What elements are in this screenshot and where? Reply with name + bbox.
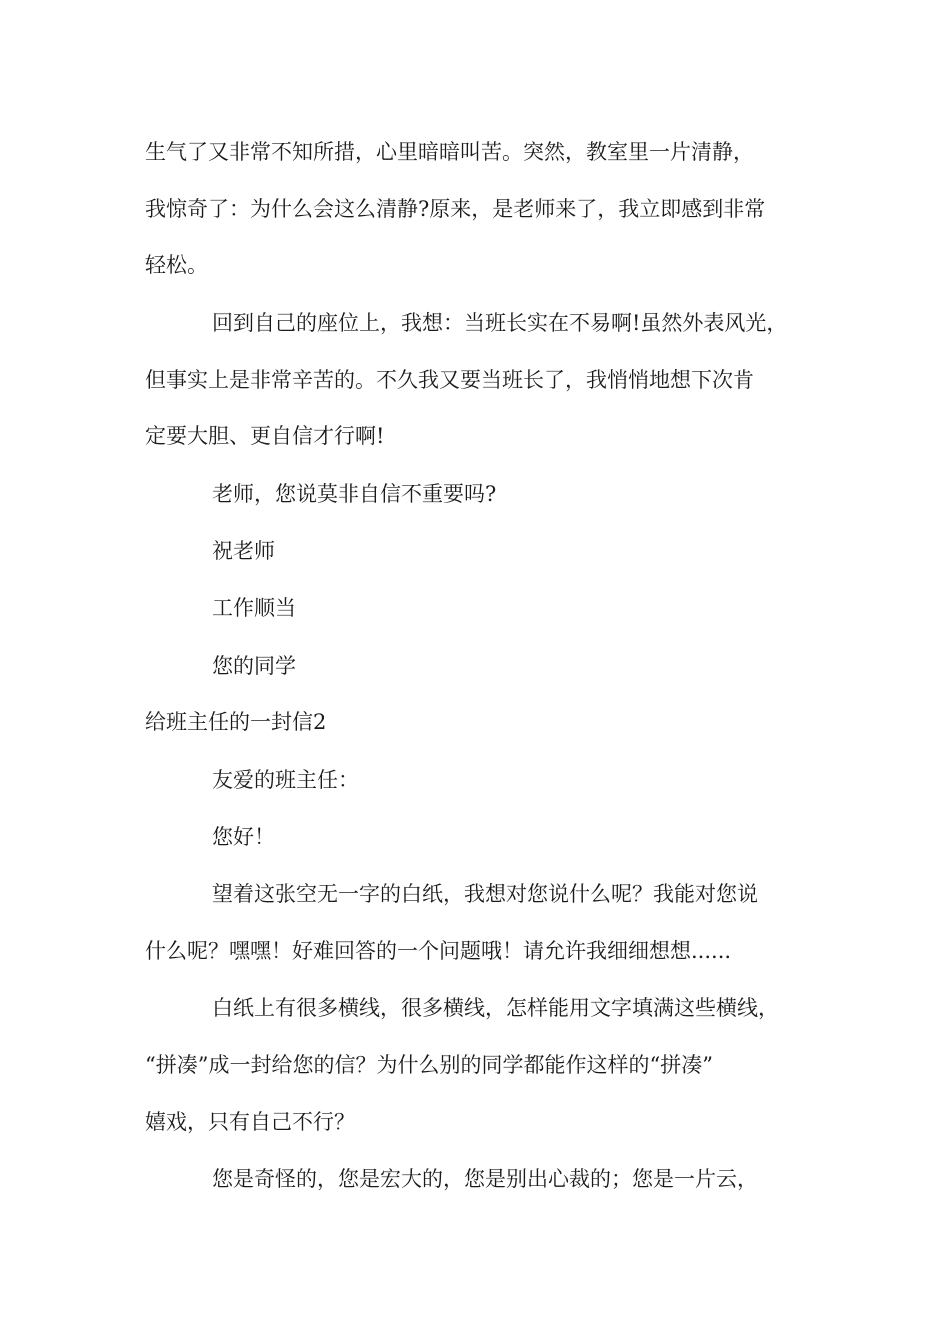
text-line: 轻松。: [145, 253, 208, 277]
salutation: 友爱的班主任：: [212, 768, 359, 792]
paragraph-start-line: 您是奇怪的，您是宏大的，您是别出心裁的；您是一片云，: [212, 1167, 758, 1191]
text-line: 我惊奇了：为什么会这么清静?原来，是老师来了，我立即感到非常: [145, 197, 766, 221]
paragraph-start-line: 老师，您说莫非自信不重要吗?: [212, 482, 497, 506]
paragraph-start-line: 白纸上有很多横线，很多横线，怎样能用文字填满这些横线，: [212, 996, 779, 1020]
paragraph-start-line: 回到自己的座位上，我想：当班长实在不易啊!虽然外表风光，: [212, 311, 788, 335]
signature: 您的同学: [212, 654, 296, 678]
closing-wish: 工作顺当: [212, 596, 296, 620]
text-line: 什么呢？嘿嘿！好难回答的一个问题哦！请允许我细细想想......: [145, 939, 732, 963]
text-line: 定要大胆、更自信才行啊!: [145, 424, 385, 448]
closing-greeting: 祝老师: [212, 539, 275, 563]
text-line: “拼凑”成一封给您的信？为什么别的同学都能作这样的“拼凑”: [145, 1053, 713, 1077]
text-line: 但事实上是非常辛苦的。不久我又要当班长了，我悄悄地想下次肯: [145, 368, 754, 392]
greeting: 您好！: [212, 825, 275, 849]
paragraph-start-line: 望着这张空无一字的白纸，我想对您说什么呢？我能对您说: [212, 882, 758, 906]
text-line: 生气了又非常不知所措，心里暗暗叫苦。突然，教室里一片清静，: [145, 140, 754, 164]
text-line: 嬉戏，只有自己不行？: [145, 1110, 355, 1134]
letter-title: 给班主任的一封信2: [145, 710, 327, 734]
